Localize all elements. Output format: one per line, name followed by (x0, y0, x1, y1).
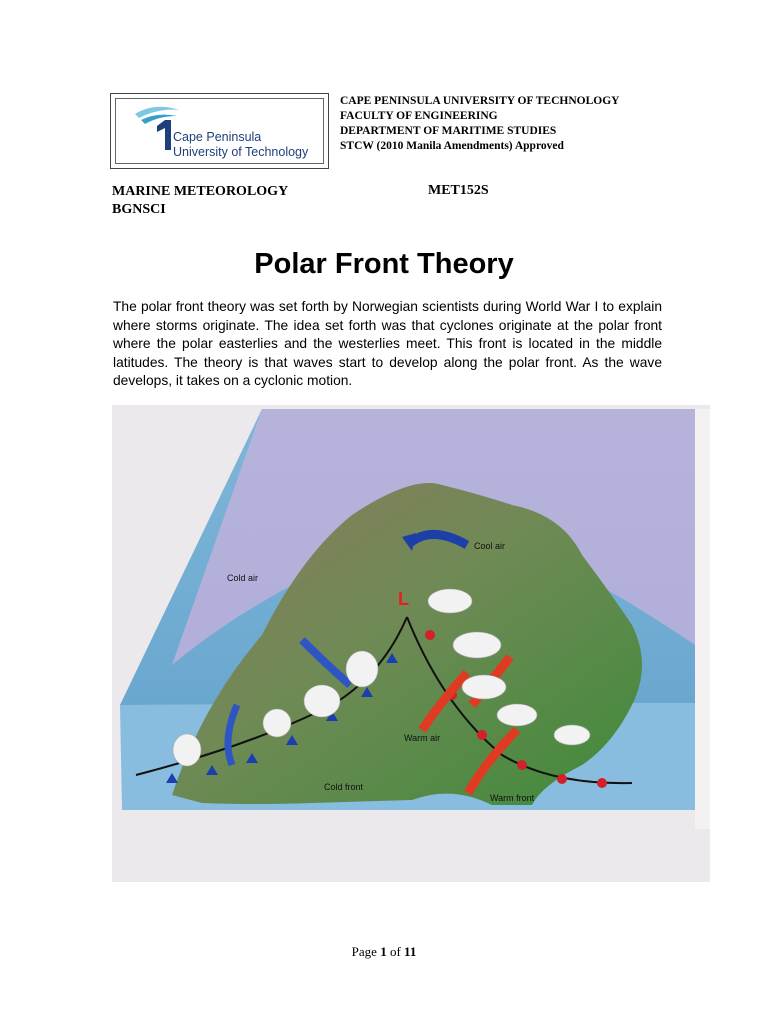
footer-of-word: of (389, 944, 401, 959)
course-program: BGNSCI (112, 202, 166, 217)
course-info (112, 183, 288, 219)
accreditation: STCW (2010 Manila Amendments) Approved (340, 140, 564, 152)
label-warm-air: Warm air (404, 733, 441, 743)
label-warm-front: Warm front (490, 793, 535, 803)
footer-total-pages: 11 (404, 944, 417, 959)
scan-edge (695, 409, 710, 829)
course-name: MARINE METEOROLOGY (112, 184, 289, 199)
label-cool-air: Cool air (474, 541, 506, 551)
label-cold-front: Cold front (324, 782, 364, 792)
footer-current-page: 1 (380, 944, 387, 959)
institution-name: CAPE PENINSULA UNIVERSITY OF TECHNOLOGY (340, 95, 620, 107)
logo-text-line1: Cape Peninsula (173, 130, 262, 144)
page-footer (0, 944, 768, 960)
institution-header (340, 94, 619, 154)
faculty-name: FACULTY OF ENGINEERING (340, 110, 498, 122)
university-logo (110, 93, 329, 169)
department-name: DEPARTMENT OF MARITIME STUDIES (340, 125, 557, 137)
label-cold-air: Cold air (227, 573, 259, 583)
label-low-pressure: L (398, 589, 409, 609)
logo-text-line2: University of Technology (173, 145, 309, 159)
polar-front-figure (112, 405, 710, 882)
course-code: MET152S (428, 183, 489, 198)
page-title: Polar Front Theory (254, 248, 514, 280)
body-paragraph: The polar front theory was set forth by Norwegian scientists during World War I to explain where storms originate. The idea set forth was that cyclones originate at the polar front where the polar easterlies and the westerlies meet. This front is located in the middle latitudes. The theory is that waves start to develop along the polar front. As the wave develops, it takes on a cyclonic motion. (113, 299, 662, 388)
footer-page-word: Page (351, 944, 377, 959)
